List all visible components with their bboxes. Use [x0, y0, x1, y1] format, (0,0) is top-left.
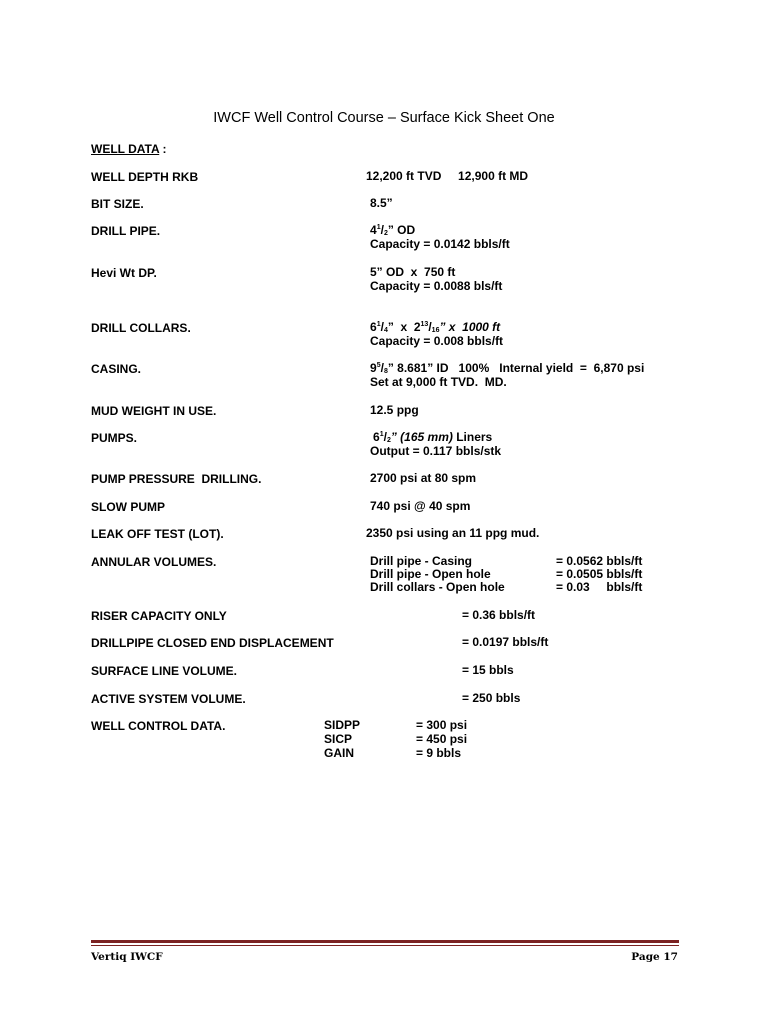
- drill-collars-capacity: Capacity = 0.008 bbls/ft: [370, 334, 504, 348]
- footer-divider: [91, 940, 679, 943]
- pumps-size: $6^1/_2$” (165 mm) Liners: [373, 430, 493, 444]
- well-data-heading: [91, 142, 167, 156]
- drill-collars-od-num: 1: [376, 321, 381, 328]
- lot-label: LEAK OFF TEST (LOT).: [91, 527, 224, 541]
- mud-weight-label: MUD WEIGHT IN USE.: [91, 404, 217, 418]
- annular-label: ANNULAR VOLUMES.: [91, 555, 217, 569]
- lot-value: 2350 psi using an 11 ppg mud.: [366, 526, 540, 540]
- hevi-wt-line1: 5” OD x 750 ft: [370, 265, 456, 279]
- well-control-item-value: = 9 bbls: [416, 746, 462, 760]
- well-depth-label: WELL DEPTH RKB: [91, 170, 199, 184]
- ced-label: DRILLPIPE CLOSED END DISPLACEMENT: [91, 636, 334, 650]
- casing-size-whole: 9: [370, 361, 377, 375]
- well-data-colon: :: [159, 142, 167, 156]
- riser-label: RISER CAPACITY ONLY: [91, 609, 227, 623]
- drill-pipe-size: $4^1/_2$” OD: [370, 223, 416, 237]
- hevi-wt-capacity: Capacity = 0.0088 bls/ft: [370, 279, 503, 293]
- pump-pressure-value: 2700 psi at 80 spm: [370, 471, 477, 485]
- annular-item-name: Drill collars - Open hole: [370, 580, 505, 594]
- drill-pipe-size-rest: ” OD: [387, 223, 416, 237]
- footer-left: Vertiq IWCF: [91, 951, 163, 963]
- drill-collars-id-den: 16: [431, 327, 440, 334]
- drill-collars-size: $6^1/_4$” x $2^{13}/_{16}$” x 1000 ft: [370, 320, 501, 334]
- casing-line1-rest: ” 8.681” ID 100% Internal yield = 6,870 psi: [387, 361, 645, 375]
- pumps-mm: ” (165 mm): [390, 430, 453, 444]
- page-title: IWCF Well Control Course – Surface Kick Sheet One: [213, 110, 555, 126]
- well-control-item: [324, 719, 467, 733]
- well-control-item-name: SICP: [324, 732, 353, 746]
- footer-divider-thin: [91, 945, 679, 946]
- drill-pipe-capacity: Capacity = 0.0142 bbls/ft: [370, 237, 510, 251]
- pumps-output: Output = 0.117 bbls/stk: [370, 444, 502, 458]
- drill-collars-mid: ” x 2: [387, 320, 421, 334]
- pumps-liners: Liners: [452, 430, 493, 444]
- well-control-item-name: SIDPP: [324, 718, 361, 732]
- bit-size-value: 8.5”: [370, 196, 393, 210]
- annular-item-value: = 0.0505 bbls/ft: [556, 567, 643, 581]
- drill-pipe-size-num: 1: [376, 224, 381, 231]
- pumps-size-num: 1: [379, 431, 384, 438]
- hevi-wt-label: Hevi Wt DP.: [91, 266, 157, 280]
- slow-pump-label: SLOW PUMP: [91, 500, 165, 514]
- drill-pipe-size-den: 2: [383, 230, 388, 237]
- well-depth-value: 12,200 ft TVD 12,900 ft MD: [366, 169, 529, 183]
- annular-item-name: Drill pipe - Open hole: [370, 567, 491, 581]
- well-control-item-value: = 450 psi: [416, 732, 468, 746]
- well-control-item: [324, 747, 461, 761]
- active-system-label: ACTIVE SYSTEM VOLUME.: [91, 692, 246, 706]
- well-control-item: [324, 733, 467, 747]
- casing-size-num: 5: [376, 362, 381, 369]
- drill-collars-end: ” x 1000 ft: [439, 320, 501, 334]
- drill-pipe-size-whole: 4: [370, 223, 377, 237]
- bit-size-label: BIT SIZE.: [91, 197, 144, 211]
- active-system-value: = 250 bbls: [462, 691, 521, 705]
- casing-line1: $9^5/_8$” 8.681” ID 100% Internal yield = 6,870 psi: [370, 361, 645, 375]
- well-control-item-value: = 300 psi: [416, 718, 468, 732]
- pumps-label: PUMPS.: [91, 431, 138, 445]
- annular-item: [370, 581, 642, 595]
- well-control-label: WELL CONTROL DATA.: [91, 719, 226, 733]
- ced-value: = 0.0197 bbls/ft: [462, 635, 549, 649]
- slow-pump-value: 740 psi @ 40 spm: [370, 499, 471, 513]
- footer-page-number: Page 17: [631, 951, 678, 963]
- pumps-size-whole: 6: [373, 430, 380, 444]
- casing-line2: Set at 9,000 ft TVD. MD.: [370, 375, 507, 389]
- annular-item-value: = 0.03 bbls/ft: [556, 580, 643, 594]
- drill-collars-od-den: 4: [383, 327, 388, 334]
- drill-pipe-label: DRILL PIPE.: [91, 224, 161, 238]
- annular-item-name: Drill pipe - Casing: [370, 554, 473, 568]
- drill-collars-label: DRILL COLLARS.: [91, 321, 191, 335]
- well-control-item-name: GAIN: [324, 746, 354, 760]
- surface-line-label: SURFACE LINE VOLUME.: [91, 664, 238, 678]
- pump-pressure-label: PUMP PRESSURE DRILLING.: [91, 472, 262, 486]
- riser-value: = 0.36 bbls/ft: [462, 608, 536, 622]
- annular-item-value: = 0.0562 bbls/ft: [556, 554, 643, 568]
- drill-collars-id-num: 13: [420, 321, 429, 328]
- well-data-heading-text: WELL DATA: [91, 142, 160, 156]
- mud-weight-value: 12.5 ppg: [370, 403, 419, 417]
- surface-line-value: = 15 bbls: [462, 663, 514, 677]
- casing-label: CASING.: [91, 362, 142, 376]
- casing-size-den: 8: [383, 368, 388, 375]
- drill-collars-od-whole: 6: [370, 320, 377, 334]
- pumps-size-den: 2: [386, 437, 391, 444]
